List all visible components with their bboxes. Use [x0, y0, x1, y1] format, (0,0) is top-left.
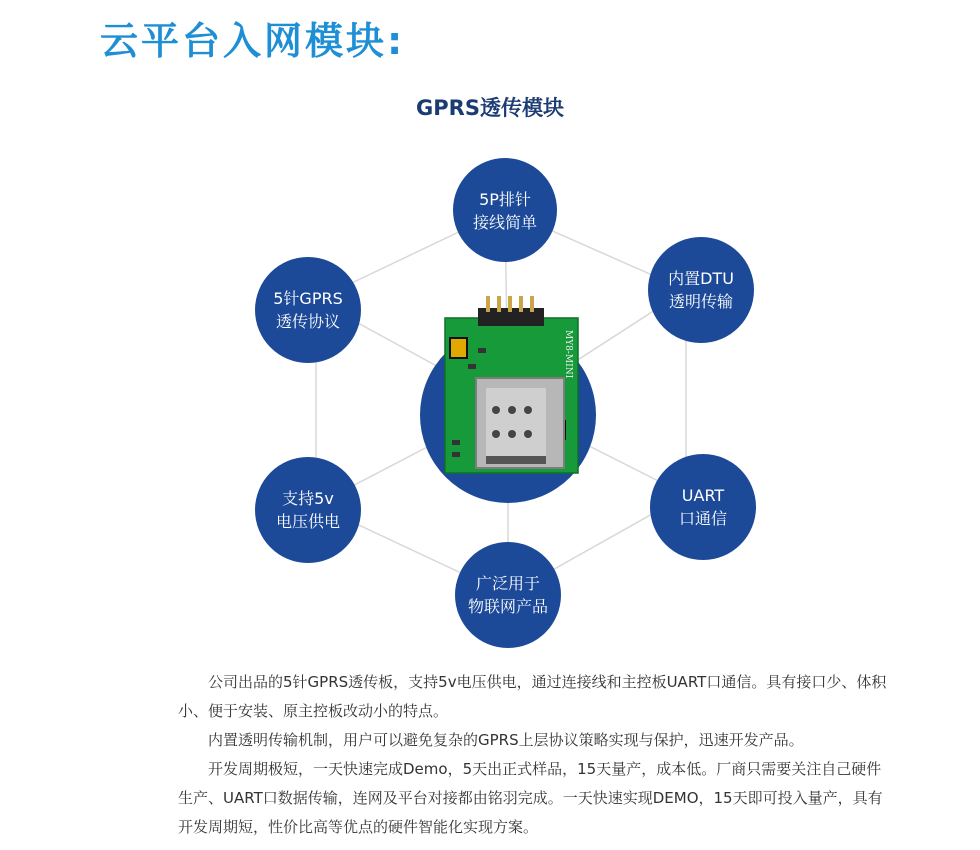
description-paragraph: 公司出品的5针GPRS透传板，支持5v电压供电，通过连接线和主控板UART口通信。具有接口少、体积小、便于安装、原主控板改动小的特点。 [178, 673, 887, 720]
svg-text:物联网产品: 物联网产品 [467, 597, 549, 616]
feature-iot-products [455, 542, 561, 648]
description-paragraph: 开发周期极短，一天快速完成Demo，5天出正式样品，15天量产，成本低。厂商只需要关注自己硬件生产、UART口数据传输，连网及平台对接都由铭羽完成。一天快速实现DEMO，15天即可投入量产，具有开发周期短，性价比高等优点的硬件智能化实现方案。 [178, 760, 883, 836]
svg-text:UART: UART [681, 486, 725, 505]
feature-built-in-dtu [648, 237, 754, 343]
svg-text:内置DTU: 内置DTU [668, 269, 734, 288]
feature-5v-power [255, 457, 361, 563]
svg-text:支持5v: 支持5v [282, 489, 334, 508]
svg-text:口通信: 口通信 [678, 509, 728, 528]
feature-gprs-protocol [255, 257, 361, 363]
svg-text:接线简单: 接线简单 [472, 213, 538, 232]
board-label: MY8-MINI [563, 330, 573, 379]
diagram-subtitle: GPRS透传模块 [416, 96, 564, 120]
svg-text:广泛用于: 广泛用于 [475, 574, 541, 593]
feature-uart [650, 454, 756, 560]
svg-text:5针GPRS: 5针GPRS [273, 289, 343, 308]
gprs-board-image [445, 296, 578, 473]
description [178, 668, 888, 842]
feature-5p-header [453, 158, 557, 262]
description-paragraph: 内置透明传输机制，用户可以避免复杂的GPRS上层协议策略实现与保护，迅速开发产品。 [208, 731, 804, 749]
svg-text:电压供电: 电压供电 [275, 512, 341, 531]
svg-text:透传协议: 透传协议 [275, 312, 341, 331]
svg-text:5P排针: 5P排针 [479, 190, 531, 209]
svg-text:透明传输: 透明传输 [668, 292, 734, 311]
page-title: 云平台入网模块: [100, 19, 406, 63]
